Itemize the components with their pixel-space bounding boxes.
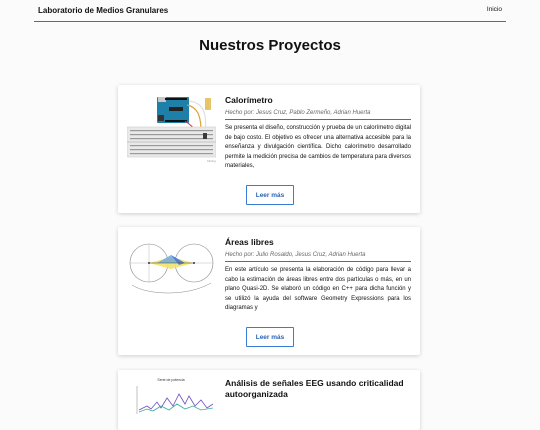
nav-home-link[interactable]: Inicio [486, 6, 502, 13]
project-authors: Hecho por: Jesus Cruz, Pablo Zermeño, Adrian Huerta [225, 110, 411, 120]
page-title: Nuestros Proyectos [199, 37, 341, 54]
project-card-body [225, 95, 411, 172]
brand-link[interactable]: Laboratorio de Medios Granulares [38, 6, 169, 15]
project-card-body [225, 237, 411, 314]
project-image-geometry-diagram [127, 235, 216, 305]
project-description: Se presenta el diseño, construcción y prueba de un calorímetro digital de bajo costo. El objetivo es ofrecer una alternativa accesible para la enseñanza y divulgación científica. Dicho calorímetro desarrollado permite la medición precisa de cambios de temperatura para diversos materiales, [225, 125, 411, 169]
project-card-areas-libres [118, 227, 420, 355]
project-title: Áreas libres [225, 237, 274, 247]
project-image-eeg-signal [127, 376, 216, 416]
project-description: En este artículo se presenta la elaboración de código para llevar a cabo la estimación de áreas libres entre dos partículas o más, en un plano Quasi-2D. Se elaboró un código en C++ para dicha función y se utilizó la ayuda del software Geometry Expressions para los diagramas y [225, 267, 411, 311]
read-more-button[interactable]: Leer más [246, 327, 294, 347]
project-title: Análisis de señales EEG usando criticalidad autoorganizada [225, 378, 404, 399]
project-card-body [225, 378, 411, 400]
project-title: Calorímetro [225, 95, 273, 105]
eeg-image-caption: Serie de potencia [157, 378, 185, 382]
project-card-eeg [118, 370, 420, 430]
project-authors: Hecho por: Julio Rosaldo, Jesus Cruz, Adrian Huerta [225, 252, 411, 262]
project-card-calorimetro [118, 85, 420, 213]
project-image-arduino-breadboard [127, 95, 216, 165]
svg-text:fritzing: fritzing [207, 159, 216, 163]
navbar [34, 0, 506, 22]
read-more-button[interactable]: Leer más [246, 185, 294, 205]
